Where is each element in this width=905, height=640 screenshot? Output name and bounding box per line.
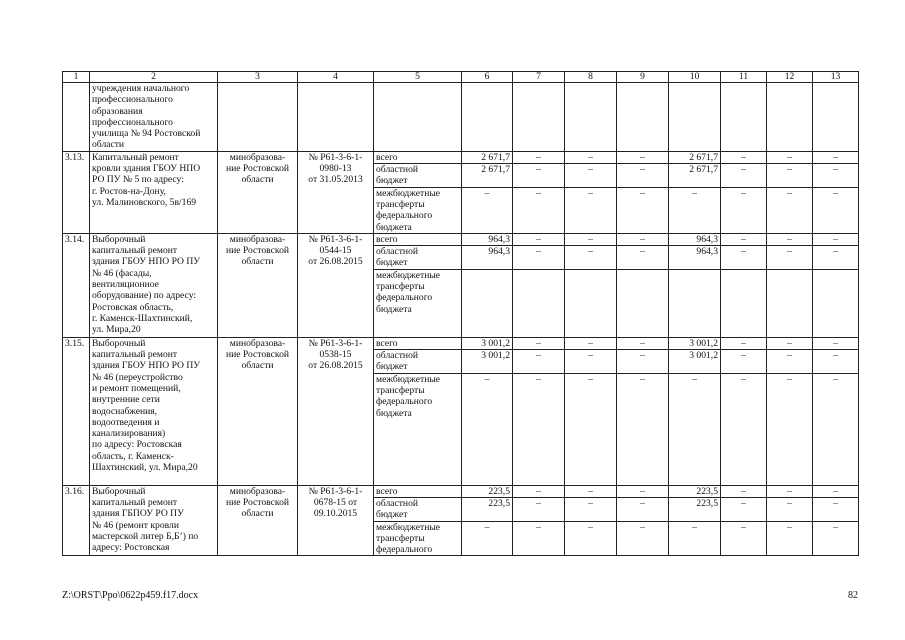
table-cell	[767, 83, 813, 152]
table-cell	[813, 83, 859, 152]
amount-cell-c8: –	[565, 164, 617, 188]
amount-cell-c12: –	[767, 485, 813, 497]
column-header: 7	[513, 72, 565, 83]
amount-cell-c6: 2 671,7	[462, 164, 513, 188]
amount-cell-c13: –	[813, 151, 859, 163]
amount-cell-c12: –	[767, 521, 813, 556]
amount-cell-c6: 223,5	[462, 485, 513, 497]
amount-cell-c8: –	[565, 246, 617, 270]
amount-cell-c9: –	[617, 337, 669, 349]
amount-cell-c13: –	[813, 233, 859, 245]
amount-cell-c9: –	[617, 187, 669, 233]
table-row	[63, 485, 859, 497]
funding-source-cell: межбюджетные трансферты федерального бюджета	[374, 187, 462, 233]
amount-cell-c9: –	[617, 350, 669, 374]
document-ref-cell: № Р61-3-6-1- 0544-15 от 26.08.2015	[298, 233, 374, 337]
funding-source-cell: областной бюджет	[374, 350, 462, 374]
amount-cell-c13: –	[813, 187, 859, 233]
table-cell	[669, 83, 721, 152]
funding-source-cell: областной бюджет	[374, 497, 462, 521]
amount-cell-c11	[721, 269, 767, 337]
funding-source-cell: межбюджетные трансферты федерального бюджета	[374, 373, 462, 485]
table-cell	[565, 83, 617, 152]
document-ref-cell: № Р61-3-6-1- 0678-15 от 09.10.2015	[298, 485, 374, 556]
document-ref-cell: № Р61-3-6-1- 0980-13 от 31.05.2013	[298, 151, 374, 233]
document-ref-cell: № Р61-3-6-1- 0538-15 от 26.08.2015	[298, 337, 374, 485]
table-row	[63, 151, 859, 163]
amount-cell-c11: –	[721, 521, 767, 556]
amount-cell-c11: –	[721, 337, 767, 349]
amount-cell-c10: –	[669, 521, 721, 556]
amount-cell-c10: –	[669, 373, 721, 485]
funding-source-cell: областной бюджет	[374, 164, 462, 188]
table-cell	[617, 83, 669, 152]
table-cell	[218, 83, 298, 152]
amount-cell-c12: –	[767, 246, 813, 270]
amount-cell-c10: 2 671,7	[669, 151, 721, 163]
amount-cell-c8: –	[565, 485, 617, 497]
amount-cell-c13: –	[813, 497, 859, 521]
amount-cell-c9: –	[617, 373, 669, 485]
amount-cell-c8: –	[565, 497, 617, 521]
column-header: 3	[218, 72, 298, 83]
footer-page-number: 82	[848, 590, 858, 601]
amount-cell-c8: –	[565, 521, 617, 556]
amount-cell-c11: –	[721, 164, 767, 188]
amount-cell-c6: 2 671,7	[462, 151, 513, 163]
column-header: 6	[462, 72, 513, 83]
amount-cell-c6	[462, 269, 513, 337]
amount-cell-c11: –	[721, 246, 767, 270]
footer-file-path: Z:\ORST\Ppo\0622p459.f17.docx	[62, 590, 199, 601]
amount-cell-c11: –	[721, 151, 767, 163]
table-cell	[721, 83, 767, 152]
table-row	[63, 337, 859, 349]
funding-source-cell: всего	[374, 233, 462, 245]
amount-cell-c13: –	[813, 246, 859, 270]
customer-cell: минобразова- ние Ростовской области	[218, 485, 298, 556]
item-number-cell: 3.14.	[63, 233, 90, 337]
column-header: 5	[374, 72, 462, 83]
amount-cell-c10: 3 001,2	[669, 337, 721, 349]
column-header: 4	[298, 72, 374, 83]
amount-cell-c7: –	[513, 151, 565, 163]
amount-cell-c7: –	[513, 521, 565, 556]
item-number-cell: 3.15.	[63, 337, 90, 485]
funding-source-cell: всего	[374, 337, 462, 349]
funding-source-cell: межбюджетные трансферты федерального бюджета	[374, 269, 462, 337]
amount-cell-c11: –	[721, 187, 767, 233]
amount-cell-c11: –	[721, 373, 767, 485]
amount-cell-c8: –	[565, 233, 617, 245]
column-header: 9	[617, 72, 669, 83]
column-header: 2	[90, 72, 218, 83]
amount-cell-c10: 964,3	[669, 246, 721, 270]
amount-cell-c13: –	[813, 521, 859, 556]
amount-cell-c6: 3 001,2	[462, 337, 513, 349]
item-name-cell: Выборочный капитальный ремонт здания ГБПОУ РО ПУ № 46 (ремонт кровли мастерской литер Б,Б’) по адресу: Ростовская	[90, 485, 218, 556]
amount-cell-c12	[767, 269, 813, 337]
amount-cell-c13: –	[813, 350, 859, 374]
amount-cell-c6: 3 001,2	[462, 350, 513, 374]
amount-cell-c7: –	[513, 246, 565, 270]
amount-cell-c11: –	[721, 485, 767, 497]
customer-cell: минобразова- ние Ростовской области	[218, 151, 298, 233]
table-cell	[298, 83, 374, 152]
amount-cell-c9: –	[617, 246, 669, 270]
amount-cell-c13: –	[813, 485, 859, 497]
column-header: 10	[669, 72, 721, 83]
amount-cell-c13	[813, 269, 859, 337]
amount-cell-c10: 3 001,2	[669, 350, 721, 374]
amount-cell-c7	[513, 269, 565, 337]
amount-cell-c6: 964,3	[462, 233, 513, 245]
column-header: 11	[721, 72, 767, 83]
table-cell	[374, 83, 462, 152]
program-table	[62, 71, 859, 556]
amount-cell-c6: –	[462, 187, 513, 233]
amount-cell-c10: –	[669, 187, 721, 233]
amount-cell-c10: 223,5	[669, 497, 721, 521]
amount-cell-c9: –	[617, 151, 669, 163]
column-number-header-row	[63, 72, 859, 83]
amount-cell-c7: –	[513, 350, 565, 374]
amount-cell-c8: –	[565, 350, 617, 374]
item-number-cell: 3.16.	[63, 485, 90, 556]
table-cell	[63, 83, 90, 152]
funding-source-cell: всего	[374, 485, 462, 497]
column-header: 1	[63, 72, 90, 83]
amount-cell-c10: 223,5	[669, 485, 721, 497]
amount-cell-c11: –	[721, 350, 767, 374]
amount-cell-c9: –	[617, 164, 669, 188]
column-header: 8	[565, 72, 617, 83]
amount-cell-c7: –	[513, 373, 565, 485]
amount-cell-c12: –	[767, 373, 813, 485]
column-header: 13	[813, 72, 859, 83]
amount-cell-c6: –	[462, 521, 513, 556]
continued-name-cell: учреждения начального профессионального образования профессионального училища № 94 Ростовской области	[90, 83, 218, 152]
customer-cell: минобразова- ние Ростовской области	[218, 337, 298, 485]
amount-cell-c6: –	[462, 373, 513, 485]
amount-cell-c7: –	[513, 337, 565, 349]
amount-cell-c6: 223,5	[462, 497, 513, 521]
amount-cell-c8: –	[565, 151, 617, 163]
item-name-cell: Выборочный капитальный ремонт здания ГБОУ НПО РО ПУ № 46 (фасады, вентиляционное оборудование) по адресу: Ростовская область, г. Каменск-Шахтинский, ул. Мира,20	[90, 233, 218, 337]
amount-cell-c6: 964,3	[462, 246, 513, 270]
amount-cell-c9: –	[617, 497, 669, 521]
customer-cell: минобразова- ние Ростовской области	[218, 233, 298, 337]
funding-source-cell: областной бюджет	[374, 246, 462, 270]
amount-cell-c7: –	[513, 233, 565, 245]
funding-source-cell: всего	[374, 151, 462, 163]
amount-cell-c12: –	[767, 164, 813, 188]
amount-cell-c10	[669, 269, 721, 337]
column-header: 12	[767, 72, 813, 83]
amount-cell-c7: –	[513, 187, 565, 233]
amount-cell-c12: –	[767, 350, 813, 374]
amount-cell-c8: –	[565, 373, 617, 485]
table-cell	[462, 83, 513, 152]
amount-cell-c11: –	[721, 497, 767, 521]
amount-cell-c7: –	[513, 164, 565, 188]
amount-cell-c13: –	[813, 164, 859, 188]
item-name-cell: Капитальный ремонт кровли здания ГБОУ НПО РО ПУ № 5 по адресу: г. Ростов-на-Дону, ул. Малиновского, 5в/169	[90, 151, 218, 233]
amount-cell-c12: –	[767, 187, 813, 233]
amount-cell-c12: –	[767, 233, 813, 245]
item-number-cell: 3.13.	[63, 151, 90, 233]
table-row	[63, 233, 859, 245]
amount-cell-c12: –	[767, 497, 813, 521]
amount-cell-c9: –	[617, 521, 669, 556]
amount-cell-c13: –	[813, 373, 859, 485]
amount-cell-c8	[565, 269, 617, 337]
continued-row	[63, 83, 859, 152]
amount-cell-c11: –	[721, 233, 767, 245]
amount-cell-c7: –	[513, 485, 565, 497]
item-name-cell: Выборочный капитальный ремонт здания ГБОУ НПО РО ПУ № 46 (переустройство и ремонт помещений, внутренние сети водоснабжения, водоотведения и канализирования) по адресу: Ростовская область, г. Каменск- Шахтинский, ул. Мира,20	[90, 337, 218, 485]
amount-cell-c8: –	[565, 187, 617, 233]
amount-cell-c9	[617, 269, 669, 337]
amount-cell-c8: –	[565, 337, 617, 349]
amount-cell-c13: –	[813, 337, 859, 349]
amount-cell-c12: –	[767, 151, 813, 163]
amount-cell-c9: –	[617, 485, 669, 497]
amount-cell-c10: 964,3	[669, 233, 721, 245]
table-cell	[513, 83, 565, 152]
funding-source-cell: межбюджетные трансферты федерального	[374, 521, 462, 556]
amount-cell-c12: –	[767, 337, 813, 349]
amount-cell-c10: 2 671,7	[669, 164, 721, 188]
amount-cell-c7: –	[513, 497, 565, 521]
amount-cell-c9: –	[617, 233, 669, 245]
